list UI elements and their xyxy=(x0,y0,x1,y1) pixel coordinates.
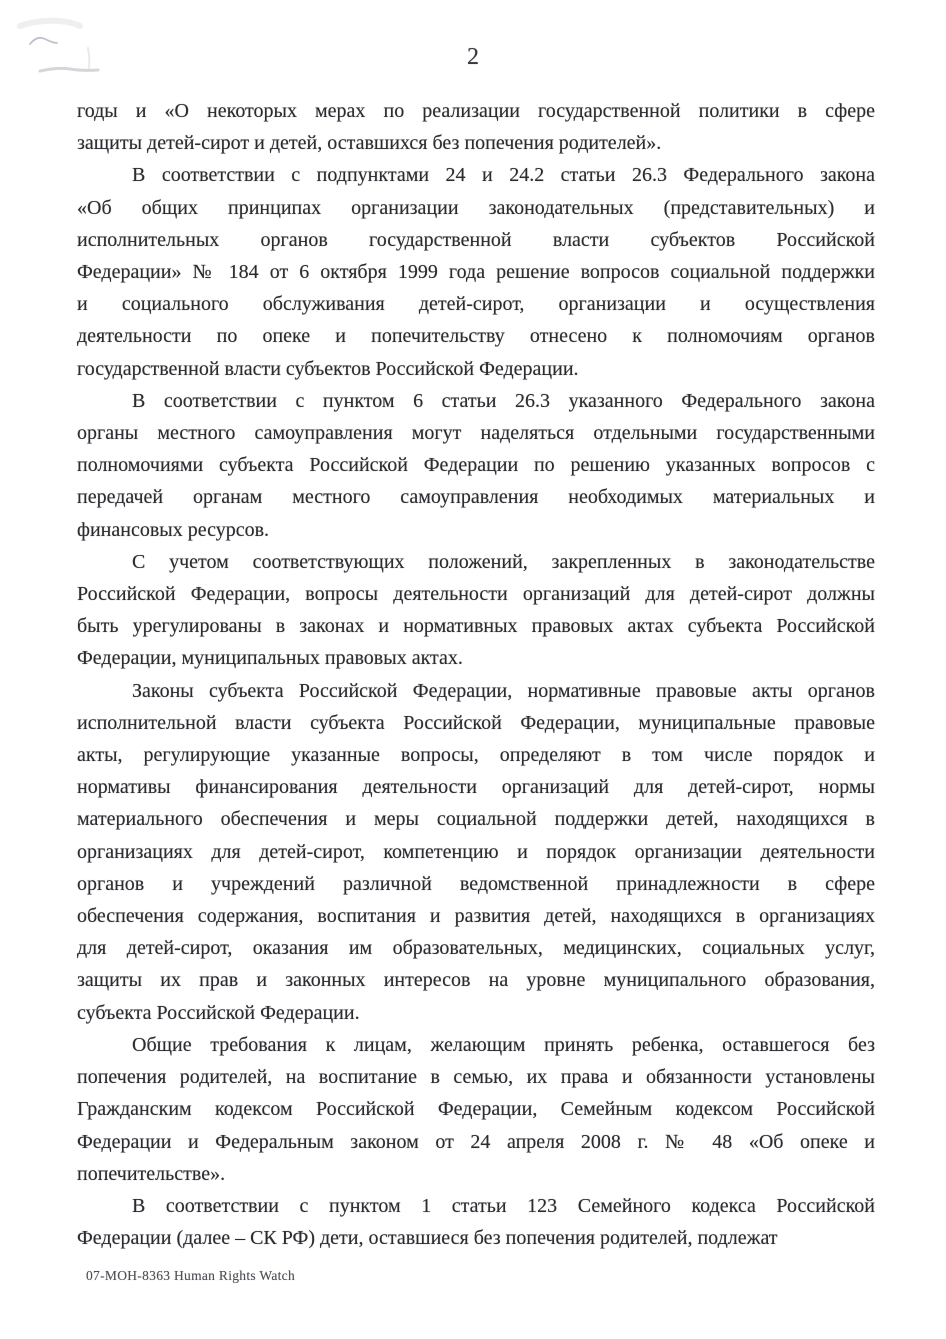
text-line: быть урегулированы в законах и нормативных правовых актах субъекта Российской xyxy=(77,615,875,638)
text-line: Законы субъекта Российской Федерации, нормативные правовые акты органов xyxy=(132,679,875,702)
text-line: Федерации и Федеральным законом от 24 апреля 2008 г. № 48 «Об опеке и xyxy=(77,1130,875,1153)
paragraph xyxy=(77,1029,875,1190)
text-line: Федерации» № 184 от 6 октября 1999 года решение вопросов социальной поддержки xyxy=(77,261,875,284)
text-line: С учетом соответствующих положений, закрепленных в законодательстве xyxy=(132,550,875,573)
text-line: Гражданским кодексом Российской Федерации, Семейным кодексом Российской xyxy=(77,1098,875,1121)
paragraph xyxy=(77,95,875,159)
text-line: Российской Федерации, вопросы деятельности организаций для детей-сирот должны xyxy=(77,583,875,606)
text-line: и социального обслуживания детей-сирот, организации и осуществления xyxy=(77,293,875,316)
text-line: годы и «О некоторых мерах по реализации государственной политики в сфере xyxy=(77,100,875,122)
text-line: органов и учреждений различной ведомственной принадлежности в сфере xyxy=(77,872,875,895)
text-line: нормативы финансирования деятельности организаций для детей-сирот, нормы xyxy=(77,776,875,799)
text-line: субъекта Российской Федерации. xyxy=(77,1001,360,1024)
text-line: организациях для детей-сирот, компетенцию и порядок организации деятельности xyxy=(77,840,875,863)
text-line: материального обеспечения и меры социальной поддержки детей, находящихся в xyxy=(77,808,875,831)
text-line: для детей-сирот, оказания им образовательных, медицинских, социальных услуг, xyxy=(77,937,875,960)
text-line: В соответствии с подпунктами 24 и 24.2 статьи 26.3 Федерального закона xyxy=(132,164,875,187)
text-line: В соответствии с пунктом 1 статьи 123 Семейного кодекса Российской xyxy=(132,1194,875,1217)
paragraph xyxy=(77,159,875,384)
text-line: органы местного самоуправления могут наделяться отдельными государственными xyxy=(77,422,875,445)
paragraph xyxy=(77,675,875,1029)
text-line: попечения родителей, на воспитание в семью, их права и обязанности установлены xyxy=(77,1066,875,1089)
text-line: передачей органам местного самоуправления необходимых материальных и xyxy=(77,486,875,509)
text-line: полномочиями субъекта Российской Федерации по решению указанных вопросов с xyxy=(77,454,875,477)
text-line: финансовых ресурсов. xyxy=(77,518,270,541)
text-line: попечительстве». xyxy=(77,1162,226,1185)
paragraph xyxy=(77,1190,875,1254)
text-line: Федерации (далее – СК РФ) дети, оставшиеся без попечения родителей, подлежат xyxy=(77,1227,778,1250)
text-line: обеспечения содержания, воспитания и развития детей, находящихся в организациях xyxy=(77,905,875,928)
text-line: защиты их прав и законных интересов на уровне муниципального образования, xyxy=(77,969,875,992)
paragraph xyxy=(77,546,875,675)
text-line: акты, регулирующие указанные вопросы, определяют в том числе порядок и xyxy=(77,744,875,767)
text-line: «Об общих принципах организации законодательных (представительных) и xyxy=(77,196,875,219)
text-line: деятельности по опеке и попечительству отнесено к полномочиям органов xyxy=(77,325,875,348)
bates-stamp: 07-MOH-8363 Human Rights Watch xyxy=(86,1268,296,1283)
text-line: Федерации, муниципальных правовых актах. xyxy=(77,647,463,670)
document-body xyxy=(77,95,875,1254)
page-number: 2 xyxy=(467,44,479,70)
text-line: исполнительной власти субъекта Российской Федерации, муниципальные правовые xyxy=(77,711,875,734)
text-line: защиты детей-сирот и детей, оставшихся без попечения родителей». xyxy=(77,132,662,155)
text-line: Общие требования к лицам, желающим принять ребенка, оставшегося без xyxy=(132,1033,875,1056)
paragraph xyxy=(77,385,875,546)
text-line: государственной власти субъектов Российской Федерации. xyxy=(77,357,579,380)
text-line: В соответствии с пунктом 6 статьи 26.3 указанного Федерального закона xyxy=(132,389,875,412)
text-line: исполнительных органов государственной власти субъектов Российской xyxy=(77,228,875,251)
